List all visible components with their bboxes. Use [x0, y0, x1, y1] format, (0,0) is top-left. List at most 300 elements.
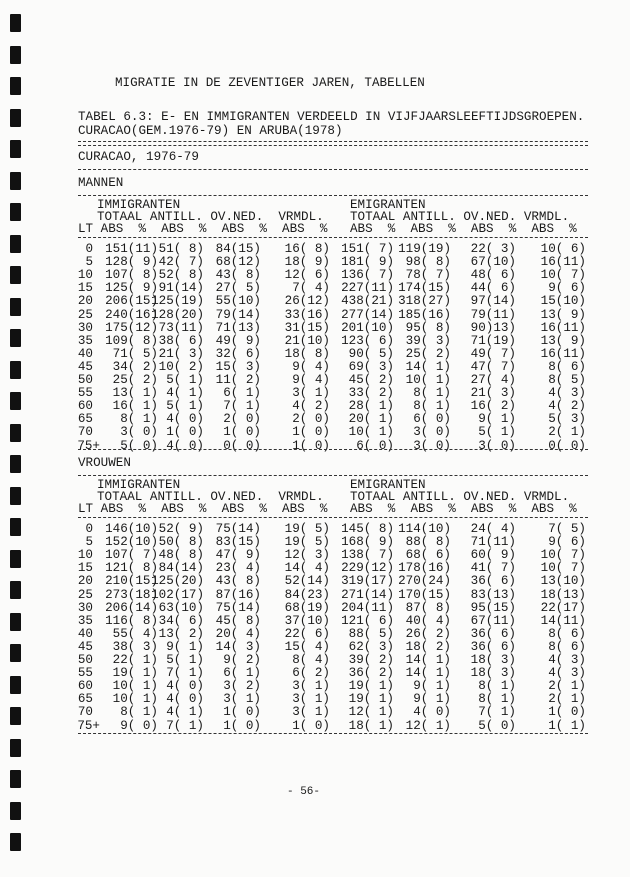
section-label: CURACAO, 1976-79 — [78, 150, 199, 164]
emi-ovned-cell: 16( 2) — [470, 399, 516, 414]
imm-vrmdl-cell: 9( 4) — [292, 373, 330, 387]
emi-ovned-cell: 24( 4) — [470, 522, 516, 536]
age-group-cell: 25 — [77, 307, 93, 322]
binding-hole — [10, 77, 21, 95]
emi-antill-cell: 12( 1) — [405, 718, 451, 733]
imm-ovned-cell: 14( 3) — [215, 639, 261, 654]
imm-totaal-cell: 19( 1) — [112, 666, 158, 681]
imm-antill-cell: 5( 1) — [166, 399, 204, 414]
imm-totaal-cell: 210(15) — [105, 574, 158, 589]
emi-totaal-cell: 6( 0) — [356, 438, 394, 453]
imm-vrmdl-cell: 1( 0) — [292, 438, 330, 453]
emi-ovned-cell: 18( 3) — [470, 653, 516, 667]
emi-antill-cell: 3( 0) — [413, 438, 451, 453]
emi-totaal-cell: 123( 6) — [341, 333, 394, 348]
emi-totaal-cell: 229(12) — [341, 561, 394, 576]
imm-antill-cell: 125(20) — [151, 574, 204, 589]
emi-vrmdl-cell: 22(17) — [540, 600, 586, 615]
binding-hole — [10, 172, 21, 190]
emi-antill-cell: 6( 0) — [413, 412, 451, 427]
imm-ovned-cell: 15( 3) — [215, 359, 261, 374]
emi-antill-cell: 318(27) — [398, 294, 451, 309]
emi-vrmdl-cell: 10( 7) — [540, 548, 586, 563]
emigranten-heading: EMIGRANTEN — [350, 478, 426, 492]
age-group-cell: 40 — [77, 346, 93, 361]
emi-ovned-cell: 5( 1) — [478, 425, 516, 440]
emi-antill-cell: 174(15) — [398, 281, 451, 296]
emi-vrmdl-cell: 8( 6) — [548, 639, 586, 654]
emi-vrmdl-cell: 13( 9) — [540, 333, 586, 348]
emi-vrmdl-cell: 2( 1) — [548, 692, 586, 707]
imm-totaal-cell: 146(10) — [105, 522, 158, 536]
imm-antill-cell: 73(11) — [158, 320, 204, 335]
binding-hole — [10, 487, 21, 505]
age-group-cell: 25 — [77, 587, 93, 602]
emi-totaal-cell: 18( 1) — [348, 718, 394, 733]
imm-antill-cell: 52( 8) — [158, 268, 204, 283]
imm-antill-cell: 7( 1) — [166, 718, 204, 733]
emi-vrmdl-cell: 16(11) — [540, 346, 586, 361]
imm-ovned-cell: 45( 8) — [215, 613, 261, 628]
emi-vrmdl-cell: 13(10) — [540, 574, 586, 589]
imm-totaal-cell: 10( 1) — [112, 679, 158, 694]
emi-vrmdl-cell: 7( 5) — [548, 522, 586, 536]
imm-vrmdl-cell: 22( 6) — [284, 626, 330, 641]
emi-totaal-cell: 438(21) — [341, 294, 394, 309]
imm-ovned-cell: 7( 1) — [223, 399, 261, 414]
emi-totaal-cell: 28( 1) — [348, 399, 394, 414]
double-rule — [78, 141, 588, 146]
imm-antill-cell: 42( 7) — [158, 255, 204, 270]
age-group-cell: 50 — [77, 653, 93, 667]
emi-ovned-cell: 5( 0) — [478, 718, 516, 733]
imm-antill-cell: 51( 8) — [158, 242, 204, 256]
imm-antill-cell: 7( 1) — [166, 666, 204, 681]
emi-antill-cell: 170(15) — [398, 587, 451, 602]
imm-totaal-cell: 25( 2) — [112, 373, 158, 387]
imm-antill-cell: 50( 8) — [158, 535, 204, 550]
imm-ovned-cell: 43( 8) — [215, 574, 261, 589]
emi-antill-cell: 119(19) — [398, 242, 451, 256]
imm-ovned-cell: 84(15) — [215, 242, 261, 256]
table-subtitle: CURACAO(GEM.1976-79) EN ARUBA(1978) — [78, 124, 343, 138]
imm-vrmdl-cell: 18( 8) — [284, 346, 330, 361]
age-group-cell: 0 — [85, 242, 93, 256]
binding-hole — [10, 770, 21, 788]
imm-ovned-cell: 6( 1) — [223, 386, 261, 401]
imm-totaal-cell: 121( 8) — [105, 561, 158, 576]
age-group-cell: 70 — [77, 705, 93, 720]
emi-ovned-cell: 22( 3) — [470, 242, 516, 256]
binding-hole — [10, 46, 21, 64]
emi-ovned-cell: 67(11) — [470, 613, 516, 628]
imm-antill-cell: 4( 1) — [166, 386, 204, 401]
emi-vrmdl-cell: 15(10) — [540, 294, 586, 309]
emi-totaal-cell: 62( 3) — [348, 639, 394, 654]
imm-antill-cell: 4( 0) — [166, 438, 204, 453]
emi-ovned-cell: 67(10) — [470, 255, 516, 270]
emi-vrmdl-cell: 1( 0) — [548, 705, 586, 720]
emi-vrmdl-cell: 1( 1) — [548, 718, 586, 733]
imm-totaal-cell: 116( 8) — [105, 613, 158, 628]
emi-antill-cell: 39( 3) — [405, 333, 451, 348]
rule — [78, 517, 588, 518]
age-group-cell: 55 — [77, 666, 93, 681]
emi-totaal-cell: 10( 1) — [348, 425, 394, 440]
imm-antill-cell: 10( 2) — [158, 359, 204, 374]
imm-vrmdl-cell: 3( 1) — [292, 705, 330, 720]
emi-totaal-cell: 19( 1) — [348, 679, 394, 694]
emi-ovned-cell: 49( 7) — [470, 346, 516, 361]
age-group-cell: 60 — [77, 399, 93, 414]
imm-ovned-cell: 75(14) — [215, 600, 261, 615]
emi-vrmdl-cell: 13( 9) — [540, 307, 586, 322]
age-group-cell: 15 — [77, 561, 93, 576]
emi-ovned-cell: 21( 3) — [470, 386, 516, 401]
binding-hole — [10, 455, 21, 473]
emi-totaal-cell: 136( 7) — [341, 268, 394, 283]
binding-hole — [10, 109, 21, 127]
imm-vrmdl-cell: 21(10) — [284, 333, 330, 348]
imm-ovned-cell: 1( 0) — [223, 705, 261, 720]
imm-ovned-cell: 87(16) — [215, 587, 261, 602]
imm-totaal-cell: 10( 1) — [112, 692, 158, 707]
emi-ovned-cell: 60( 9) — [470, 548, 516, 563]
imm-vrmdl-cell: 52(14) — [284, 574, 330, 589]
emi-totaal-cell: 45( 2) — [348, 373, 394, 387]
immigranten-group-headers: TOTAAL ANTILL. OV.NED. VRMDL. — [97, 210, 324, 224]
imm-totaal-cell: 273(18) — [105, 587, 158, 602]
emi-ovned-cell: 79(11) — [470, 307, 516, 322]
emi-vrmdl-cell: 8( 6) — [548, 359, 586, 374]
emi-ovned-cell: 71(19) — [470, 333, 516, 348]
imm-antill-cell: 5( 1) — [166, 373, 204, 387]
imm-vrmdl-cell: 15( 4) — [284, 639, 330, 654]
emi-ovned-cell: 8( 1) — [478, 679, 516, 694]
imm-totaal-cell: 22( 1) — [112, 653, 158, 667]
emigranten-group-headers: TOTAAL ANTILL. OV.NED. VRMDL. — [350, 210, 570, 224]
emi-vrmdl-cell: 4( 3) — [548, 666, 586, 681]
emi-antill-cell: 14( 1) — [405, 653, 451, 667]
rule — [78, 475, 588, 476]
imm-vrmdl-cell: 84(23) — [284, 587, 330, 602]
age-group-cell: 65 — [77, 692, 93, 707]
imm-antill-cell: 4( 0) — [166, 692, 204, 707]
emi-vrmdl-cell: 9( 6) — [548, 281, 586, 296]
imm-totaal-cell: 8( 1) — [120, 705, 158, 720]
imm-antill-cell: 13( 2) — [158, 626, 204, 641]
emi-ovned-cell: 44( 6) — [470, 281, 516, 296]
emi-antill-cell: 178(16) — [398, 561, 451, 576]
age-group-cell: 35 — [77, 613, 93, 628]
imm-totaal-cell: 152(10) — [105, 535, 158, 550]
imm-vrmdl-cell: 3( 1) — [292, 386, 330, 401]
emi-totaal-cell: 319(17) — [341, 574, 394, 589]
imm-antill-cell: 52( 9) — [158, 522, 204, 536]
emi-ovned-cell: 36( 6) — [470, 639, 516, 654]
imm-antill-cell: 84(14) — [158, 561, 204, 576]
emi-antill-cell: 114(10) — [398, 522, 451, 536]
imm-vrmdl-cell: 18( 9) — [284, 255, 330, 270]
imm-antill-cell: 4( 0) — [166, 412, 204, 427]
emi-totaal-cell: 181( 9) — [341, 255, 394, 270]
emi-ovned-cell: 41( 7) — [470, 561, 516, 576]
emi-antill-cell: 26( 2) — [405, 626, 451, 641]
emi-ovned-cell: 90)13) — [470, 320, 516, 335]
emi-antill-cell: 14( 1) — [405, 359, 451, 374]
emi-ovned-cell: 27( 4) — [470, 373, 516, 387]
imm-vrmdl-cell: 12( 3) — [284, 548, 330, 563]
emi-ovned-cell: 36( 6) — [470, 574, 516, 589]
emi-totaal-cell: 145( 8) — [341, 522, 394, 536]
imm-ovned-cell: 3( 1) — [223, 692, 261, 707]
age-group-cell: 5 — [85, 255, 93, 270]
imm-vrmdl-cell: 7( 4) — [292, 281, 330, 296]
emi-vrmdl-cell: 4( 2) — [548, 399, 586, 414]
imm-vrmdl-cell: 16( 8) — [284, 242, 330, 256]
emi-antill-cell: 10( 1) — [405, 373, 451, 387]
emi-vrmdl-cell: 8( 5) — [548, 373, 586, 387]
imm-ovned-cell: 55(10) — [215, 294, 261, 309]
imm-antill-cell: 4( 1) — [166, 705, 204, 720]
imm-ovned-cell: 2( 0) — [223, 412, 261, 427]
emi-totaal-cell: 204(11) — [341, 600, 394, 615]
mannen-label: MANNEN — [78, 176, 124, 190]
age-group-cell: 75+ — [77, 438, 100, 453]
imm-totaal-cell: 3( 0) — [120, 425, 158, 440]
table-title: TABEL 6.3: E- EN IMMIGRANTEN VERDEELD IN VIJFJAARSLEEFTIJDSGROEPEN. — [78, 110, 585, 124]
emi-totaal-cell: 138( 7) — [341, 548, 394, 563]
imm-vrmdl-cell: 12( 6) — [284, 268, 330, 283]
imm-vrmdl-cell: 68(19) — [284, 600, 330, 615]
imm-antill-cell: 21( 3) — [158, 346, 204, 361]
imm-ovned-cell: 32( 6) — [215, 346, 261, 361]
emi-totaal-cell: 90( 5) — [348, 346, 394, 361]
emi-antill-cell: 8( 1) — [413, 399, 451, 414]
imm-ovned-cell: 11( 2) — [215, 373, 261, 387]
imm-antill-cell: 1( 0) — [166, 425, 204, 440]
immigranten-column-headers: LT ABS % ABS % ABS % ABS % — [78, 222, 328, 236]
emi-ovned-cell: 97(14) — [470, 294, 516, 309]
emigranten-group-headers: TOTAAL ANTILL. OV.NED. VRMDL. — [350, 490, 570, 504]
emigranten-column-headers: ABS % ABS % ABS % ABS % — [350, 502, 577, 516]
emi-antill-cell: 68( 6) — [405, 548, 451, 563]
emi-totaal-cell: 19( 1) — [348, 692, 394, 707]
imm-ovned-cell: 1( 0) — [223, 718, 261, 733]
imm-totaal-cell: 206(15) — [105, 294, 158, 309]
emi-antill-cell: 18( 2) — [405, 639, 451, 654]
age-group-cell: 75+ — [77, 718, 100, 733]
imm-totaal-cell: 8( 1) — [120, 412, 158, 427]
imm-antill-cell: 102(17) — [151, 587, 204, 602]
imm-antill-cell: 63(10) — [158, 600, 204, 615]
age-group-cell: 55 — [77, 386, 93, 401]
rule — [78, 169, 588, 170]
imm-totaal-cell: 107( 8) — [105, 268, 158, 283]
emi-totaal-cell: 36( 2) — [348, 666, 394, 681]
imm-totaal-cell: 107( 7) — [105, 548, 158, 563]
emi-vrmdl-cell: 9( 6) — [548, 535, 586, 550]
emi-totaal-cell: 168( 9) — [341, 535, 394, 550]
age-group-cell: 45 — [77, 639, 93, 654]
age-group-cell: 0 — [85, 522, 93, 536]
imm-totaal-cell: 175(12) — [105, 320, 158, 335]
binding-hole — [10, 833, 21, 851]
emi-vrmdl-cell: 4( 3) — [548, 653, 586, 667]
imm-ovned-cell: 79(14) — [215, 307, 261, 322]
imm-ovned-cell: 47( 9) — [215, 548, 261, 563]
imm-ovned-cell: 71(13) — [215, 320, 261, 335]
imm-antill-cell: 38( 6) — [158, 333, 204, 348]
emi-vrmdl-cell: 0( 0) — [548, 438, 586, 453]
imm-vrmdl-cell: 19( 5) — [284, 522, 330, 536]
emi-totaal-cell: 271(14) — [341, 587, 394, 602]
vrouwen-label: VROUWEN — [78, 456, 131, 470]
imm-ovned-cell: 68(12) — [215, 255, 261, 270]
rule — [78, 237, 588, 238]
imm-ovned-cell: 0( 0) — [223, 438, 261, 453]
imm-vrmdl-cell: 2( 0) — [292, 412, 330, 427]
imm-ovned-cell: 3( 2) — [223, 679, 261, 694]
imm-totaal-cell: 38( 3) — [112, 639, 158, 654]
immigranten-heading: IMMIGRANTEN — [97, 478, 181, 492]
imm-totaal-cell: 240(16) — [105, 307, 158, 322]
emi-vrmdl-cell: 14(11) — [540, 613, 586, 628]
age-group-cell: 40 — [77, 626, 93, 641]
age-group-cell: 35 — [77, 333, 93, 348]
imm-antill-cell: 4( 0) — [166, 679, 204, 694]
age-group-cell: 45 — [77, 359, 93, 374]
emi-ovned-cell: 7( 1) — [478, 705, 516, 720]
imm-totaal-cell: 109( 8) — [105, 333, 158, 348]
age-group-cell: 20 — [77, 294, 93, 309]
emi-antill-cell: 14( 1) — [405, 666, 451, 681]
binding-hole — [10, 739, 21, 757]
emi-ovned-cell: 83(13) — [470, 587, 516, 602]
emi-antill-cell: 25( 2) — [405, 346, 451, 361]
imm-vrmdl-cell: 1( 0) — [292, 718, 330, 733]
emi-vrmdl-cell: 5( 3) — [548, 412, 586, 427]
emi-totaal-cell: 121( 6) — [341, 613, 394, 628]
imm-ovned-cell: 20( 4) — [215, 626, 261, 641]
age-group-cell: 5 — [85, 535, 93, 550]
imm-vrmdl-cell: 33(16) — [284, 307, 330, 322]
emigranten-heading: EMIGRANTEN — [350, 198, 426, 212]
binding-hole — [10, 140, 21, 158]
imm-totaal-cell: 55( 4) — [112, 626, 158, 641]
emi-antill-cell: 8( 1) — [413, 386, 451, 401]
imm-totaal-cell: 13( 1) — [112, 386, 158, 401]
rule — [78, 733, 588, 734]
imm-antill-cell: 125(19) — [151, 294, 204, 309]
imm-totaal-cell: 125( 9) — [105, 281, 158, 296]
imm-ovned-cell: 27( 5) — [215, 281, 261, 296]
imm-vrmdl-cell: 3( 1) — [292, 692, 330, 707]
emi-vrmdl-cell: 8( 6) — [548, 626, 586, 641]
imm-vrmdl-cell: 3( 1) — [292, 679, 330, 694]
emi-antill-cell: 9( 1) — [413, 679, 451, 694]
imm-vrmdl-cell: 26(12) — [284, 294, 330, 309]
imm-vrmdl-cell: 6( 2) — [292, 666, 330, 681]
imm-totaal-cell: 16( 1) — [112, 399, 158, 414]
immigranten-column-headers: LT ABS % ABS % ABS % ABS % — [78, 502, 328, 516]
page-heading: MIGRATIE IN DE ZEVENTIGER JAREN, TABELLEN — [115, 76, 425, 90]
imm-totaal-cell: 128( 9) — [105, 255, 158, 270]
emi-totaal-cell: 151( 7) — [341, 242, 394, 256]
age-group-cell: 30 — [77, 320, 93, 335]
emi-ovned-cell: 9( 1) — [478, 412, 516, 427]
emi-ovned-cell: 36( 6) — [470, 626, 516, 641]
emi-totaal-cell: 33( 2) — [348, 386, 394, 401]
imm-ovned-cell: 6( 1) — [223, 666, 261, 681]
imm-vrmdl-cell: 14( 4) — [284, 561, 330, 576]
emi-antill-cell: 270(24) — [398, 574, 451, 589]
rule — [78, 449, 588, 450]
emi-antill-cell: 4( 0) — [413, 705, 451, 720]
age-group-cell: 70 — [77, 425, 93, 440]
emi-vrmdl-cell: 16(11) — [540, 255, 586, 270]
emi-totaal-cell: 201(10) — [341, 320, 394, 335]
emi-antill-cell: 40( 4) — [405, 613, 451, 628]
immigranten-group-headers: TOTAAL ANTILL. OV.NED. VRMDL. — [97, 490, 324, 504]
imm-totaal-cell: 71( 5) — [112, 346, 158, 361]
emi-totaal-cell: 12( 1) — [348, 705, 394, 720]
emi-totaal-cell: 277(14) — [341, 307, 394, 322]
emi-ovned-cell: 48( 6) — [470, 268, 516, 283]
emi-antill-cell: 9( 1) — [413, 692, 451, 707]
emi-antill-cell: 95( 8) — [405, 320, 451, 335]
emi-ovned-cell: 71(11) — [470, 535, 516, 550]
imm-antill-cell: 48( 8) — [158, 548, 204, 563]
emi-vrmdl-cell: 10( 7) — [540, 561, 586, 576]
emi-vrmdl-cell: 2( 1) — [548, 679, 586, 694]
emi-vrmdl-cell: 10( 7) — [540, 268, 586, 283]
emi-antill-cell: 88( 8) — [405, 535, 451, 550]
emi-totaal-cell: 39( 2) — [348, 653, 394, 667]
emi-totaal-cell: 227(11) — [341, 281, 394, 296]
rule — [78, 195, 588, 196]
emi-antill-cell: 3( 0) — [413, 425, 451, 440]
age-group-cell: 20 — [77, 574, 93, 589]
emi-antill-cell: 98( 8) — [405, 255, 451, 270]
age-group-cell: 15 — [77, 281, 93, 296]
emi-vrmdl-cell: 16(11) — [540, 320, 586, 335]
age-group-cell: 30 — [77, 600, 93, 615]
emi-totaal-cell: 88( 5) — [348, 626, 394, 641]
emi-ovned-cell: 3( 0) — [478, 438, 516, 453]
binding-hole — [10, 14, 21, 32]
age-group-cell: 50 — [77, 373, 93, 387]
imm-totaal-cell: 5( 0) — [120, 438, 158, 453]
emi-totaal-cell: 20( 1) — [348, 412, 394, 427]
age-group-cell: 60 — [77, 679, 93, 694]
imm-totaal-cell: 9( 0) — [120, 718, 158, 733]
imm-antill-cell: 128(20) — [151, 307, 204, 322]
imm-antill-cell: 91(14) — [158, 281, 204, 296]
imm-antill-cell: 9( 1) — [166, 639, 204, 654]
immigranten-heading: IMMIGRANTEN — [97, 198, 181, 212]
imm-vrmdl-cell: 31(15) — [284, 320, 330, 335]
emi-antill-cell: 87( 8) — [405, 600, 451, 615]
age-group-cell: 10 — [77, 548, 93, 563]
emigranten-column-headers: ABS % ABS % ABS % ABS % — [350, 222, 577, 236]
imm-vrmdl-cell: 37(10) — [284, 613, 330, 628]
imm-totaal-cell: 206(14) — [105, 600, 158, 615]
emi-ovned-cell: 8( 1) — [478, 692, 516, 707]
imm-vrmdl-cell: 8( 4) — [292, 653, 330, 667]
imm-vrmdl-cell: 19( 5) — [284, 535, 330, 550]
imm-ovned-cell: 83(15) — [215, 535, 261, 550]
